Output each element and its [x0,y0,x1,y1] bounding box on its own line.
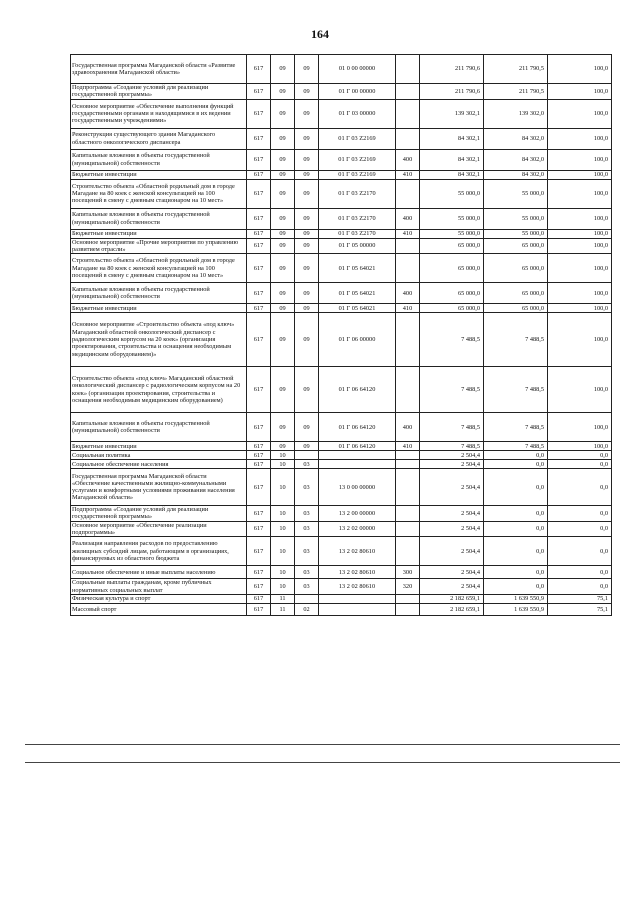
cell-planned-amount: 2 504,4 [420,469,484,506]
cell-target-code: 01 Г 00 00000 [319,84,396,100]
cell-section-code: 10 [271,460,295,469]
cell-expense-type: 410 [396,304,420,313]
cell-actual-amount: 0,0 [484,566,548,579]
cell-planned-amount: 55 000,0 [420,229,484,238]
cell-name: Бюджетные инвестиции [71,442,247,451]
cell-planned-amount: 211 790,6 [420,55,484,84]
cell-subsection-code: 02 [295,603,319,615]
cell-section-code: 09 [271,313,295,367]
table-row [71,254,612,283]
table-row [71,84,612,100]
cell-planned-amount: 55 000,0 [420,179,484,208]
cell-ministry-code: 617 [247,229,271,238]
cell-percent: 100,0 [548,128,612,149]
table-row [71,367,612,413]
cell-actual-amount: 84 302,0 [484,128,548,149]
table-row [71,304,612,313]
cell-target-code: 01 Г 03 Z2169 [319,170,396,179]
cell-name: Бюджетные инвестиции [71,229,247,238]
cell-name: Основное мероприятие «Прочие мероприятия по управлению развитием отрасли» [71,238,247,254]
cell-expense-type: 410 [396,170,420,179]
cell-expense-type [396,99,420,128]
table-row [71,238,612,254]
table-row [71,566,612,579]
cell-subsection-code: 09 [295,208,319,229]
cell-ministry-code: 617 [247,99,271,128]
cell-actual-amount: 0,0 [484,506,548,522]
cell-name: Строительство объекта «под ключ» Магаданский областной онкологический диспансер с радиологическим корпусом на 20 коек» (организация проектирования, строительства и оснащения необходимым медицинским оборудованием) [71,367,247,413]
cell-ministry-code: 617 [247,521,271,537]
cell-actual-amount: 211 790,5 [484,84,548,100]
cell-name: Основное мероприятие «Обеспечение выполнения функций государственными органами и находящимися в их ведении государственными учреждениями» [71,99,247,128]
cell-subsection-code: 09 [295,304,319,313]
cell-ministry-code: 617 [247,537,271,566]
cell-expense-type [396,469,420,506]
cell-section-code: 09 [271,149,295,170]
cell-percent: 100,0 [548,84,612,100]
cell-section-code: 11 [271,594,295,603]
cell-subsection-code: 03 [295,566,319,579]
table-row [71,506,612,522]
cell-name: Основное мероприятие «Обеспечение реализации подпрограммы» [71,521,247,537]
cell-target-code: 01 Г 03 Z2169 [319,149,396,170]
cell-percent: 75,1 [548,594,612,603]
cell-subsection-code: 03 [295,521,319,537]
cell-percent: 100,0 [548,149,612,170]
cell-percent: 100,0 [548,179,612,208]
cell-name: Социальное обеспечение и иные выплаты населению [71,566,247,579]
cell-section-code: 09 [271,283,295,304]
cell-actual-amount: 0,0 [484,451,548,460]
cell-name: Строительство объекта «Областной родильный дом в городе Магадане на 80 коек с женской консультацией на 100 посещений в смену с дневным стационаром на 10 мест» [71,179,247,208]
cell-expense-type: 410 [396,229,420,238]
cell-expense-type [396,313,420,367]
cell-name: Социальные выплаты гражданам, кроме публичных нормативных социальных выплат [71,579,247,595]
cell-name: Физическая культура и спорт [71,594,247,603]
cell-percent: 100,0 [548,304,612,313]
cell-name: Капитальные вложения в объекты государственной (муниципальной) собственности [71,413,247,442]
cell-actual-amount: 84 302,0 [484,149,548,170]
cell-percent: 100,0 [548,55,612,84]
cell-name: Государственная программа Магаданской области «Обеспечение качественными жилищно-коммунальными услугами и комфортными условиями проживания населения Магаданской области» [71,469,247,506]
cell-ministry-code: 617 [247,451,271,460]
cell-percent: 100,0 [548,238,612,254]
cell-subsection-code: 09 [295,238,319,254]
cell-ministry-code: 617 [247,283,271,304]
cell-target-code: 01 Г 06 00000 [319,313,396,367]
cell-ministry-code: 617 [247,304,271,313]
cell-actual-amount: 1 639 550,9 [484,594,548,603]
cell-planned-amount: 84 302,1 [420,170,484,179]
cell-subsection-code: 09 [295,149,319,170]
cell-section-code: 09 [271,367,295,413]
cell-ministry-code: 617 [247,208,271,229]
cell-section-code: 09 [271,208,295,229]
table-row [71,594,612,603]
table-row [71,128,612,149]
cell-ministry-code: 617 [247,579,271,595]
cell-subsection-code: 09 [295,99,319,128]
cell-target-code [319,603,396,615]
cell-actual-amount: 55 000,0 [484,229,548,238]
cell-planned-amount: 211 790,6 [420,84,484,100]
table-row [71,208,612,229]
cell-ministry-code: 617 [247,84,271,100]
cell-target-code: 13 2 02 80610 [319,579,396,595]
cell-subsection-code: 09 [295,170,319,179]
cell-target-code: 13 0 00 00000 [319,469,396,506]
cell-section-code: 09 [271,413,295,442]
cell-subsection-code: 09 [295,367,319,413]
cell-percent: 100,0 [548,413,612,442]
cell-target-code: 13 2 00 00000 [319,506,396,522]
cell-subsection-code: 09 [295,55,319,84]
table-row [71,149,612,170]
cell-actual-amount: 55 000,0 [484,208,548,229]
cell-ministry-code: 617 [247,149,271,170]
cell-percent: 0,0 [548,579,612,595]
cell-section-code: 09 [271,238,295,254]
cell-expense-type [396,84,420,100]
table-row [71,99,612,128]
cell-subsection-code: 03 [295,537,319,566]
cell-actual-amount: 0,0 [484,460,548,469]
cell-expense-type [396,254,420,283]
cell-target-code: 01 Г 03 Z2169 [319,128,396,149]
cell-actual-amount: 0,0 [484,469,548,506]
cell-planned-amount: 7 488,5 [420,413,484,442]
horizontal-rule-upper [25,744,620,745]
cell-actual-amount: 65 000,0 [484,304,548,313]
cell-planned-amount: 2 504,4 [420,537,484,566]
cell-actual-amount: 84 302,0 [484,170,548,179]
cell-actual-amount: 65 000,0 [484,238,548,254]
cell-name: Капитальные вложения в объекты государственной (муниципальной) собственности [71,208,247,229]
cell-name: Реконструкция существующего здания Магаданского областного онкологического диспансера [71,128,247,149]
cell-percent: 100,0 [548,170,612,179]
cell-target-code: 01 Г 03 Z2170 [319,208,396,229]
cell-target-code: 13 2 02 80610 [319,537,396,566]
table-row [71,313,612,367]
cell-ministry-code: 617 [247,413,271,442]
table-row [71,179,612,208]
cell-planned-amount: 65 000,0 [420,304,484,313]
cell-subsection-code: 09 [295,84,319,100]
cell-section-code: 09 [271,179,295,208]
cell-planned-amount: 2 504,4 [420,506,484,522]
budget-table-body [71,55,612,616]
cell-actual-amount: 65 000,0 [484,283,548,304]
cell-target-code: 01 Г 03 00000 [319,99,396,128]
cell-expense-type: 320 [396,579,420,595]
cell-subsection-code: 03 [295,579,319,595]
cell-actual-amount: 139 302,0 [484,99,548,128]
cell-target-code: 13 2 02 80610 [319,566,396,579]
cell-section-code: 09 [271,170,295,179]
cell-expense-type [396,128,420,149]
cell-percent: 100,0 [548,442,612,451]
cell-percent: 100,0 [548,254,612,283]
cell-expense-type: 400 [396,413,420,442]
cell-subsection-code: 03 [295,469,319,506]
cell-target-code: 01 Г 05 64021 [319,254,396,283]
cell-subsection-code: 03 [295,460,319,469]
cell-target-code: 01 Г 06 64120 [319,413,396,442]
cell-planned-amount: 55 000,0 [420,208,484,229]
cell-expense-type: 410 [396,442,420,451]
cell-percent: 0,0 [548,566,612,579]
cell-name: Социальное обеспечение населения [71,460,247,469]
cell-planned-amount: 7 488,5 [420,367,484,413]
cell-ministry-code: 617 [247,367,271,413]
cell-expense-type [396,451,420,460]
cell-expense-type [396,179,420,208]
cell-name: Подпрограмма «Создание условий для реализации государственной программы» [71,506,247,522]
cell-expense-type: 400 [396,149,420,170]
cell-target-code: 13 2 02 00000 [319,521,396,537]
cell-section-code: 10 [271,521,295,537]
table-row [71,603,612,615]
cell-ministry-code: 617 [247,442,271,451]
cell-subsection-code: 09 [295,413,319,442]
cell-target-code: 01 Г 06 64120 [319,367,396,413]
cell-section-code: 09 [271,128,295,149]
cell-percent: 0,0 [548,537,612,566]
table-row [71,460,612,469]
cell-expense-type: 300 [396,566,420,579]
cell-section-code: 09 [271,304,295,313]
cell-section-code: 09 [271,229,295,238]
table-row [71,442,612,451]
cell-actual-amount: 7 488,5 [484,313,548,367]
table-row [71,579,612,595]
cell-percent: 0,0 [548,469,612,506]
table-row [71,229,612,238]
cell-name: Бюджетные инвестиции [71,304,247,313]
cell-ministry-code: 617 [247,128,271,149]
cell-percent: 75,1 [548,603,612,615]
cell-expense-type [396,460,420,469]
table-row [71,55,612,84]
cell-subsection-code: 09 [295,179,319,208]
cell-target-code [319,451,396,460]
cell-planned-amount: 65 000,0 [420,254,484,283]
cell-target-code: 01 Г 05 64021 [319,283,396,304]
cell-name: Строительство объекта «Областной родильный дом в городе Магадане на 80 коек с женской консультацией на 100 посещений в смену с дневным стационаром на 10 мест» [71,254,247,283]
cell-percent: 0,0 [548,506,612,522]
cell-planned-amount: 84 302,1 [420,149,484,170]
horizontal-rule-lower [25,762,620,763]
cell-planned-amount: 84 302,1 [420,128,484,149]
cell-subsection-code: 09 [295,283,319,304]
budget-table [70,54,612,616]
cell-planned-amount: 2 504,4 [420,521,484,537]
cell-ministry-code: 617 [247,238,271,254]
cell-expense-type [396,537,420,566]
cell-target-code: 01 Г 06 64120 [319,442,396,451]
cell-section-code: 09 [271,442,295,451]
cell-actual-amount: 65 000,0 [484,254,548,283]
cell-percent: 100,0 [548,313,612,367]
cell-percent: 100,0 [548,229,612,238]
cell-section-code: 10 [271,566,295,579]
cell-section-code: 10 [271,451,295,460]
cell-actual-amount: 7 488,5 [484,413,548,442]
cell-ministry-code: 617 [247,313,271,367]
cell-planned-amount: 65 000,0 [420,238,484,254]
cell-ministry-code: 617 [247,506,271,522]
cell-subsection-code: 09 [295,313,319,367]
cell-ministry-code: 617 [247,460,271,469]
table-row [71,170,612,179]
cell-subsection-code [295,594,319,603]
cell-expense-type: 400 [396,283,420,304]
cell-target-code: 01 Г 03 Z2170 [319,179,396,208]
page-number: 164 [311,27,329,41]
cell-name: Капитальные вложения в объекты государственной (муниципальной) собственности [71,149,247,170]
cell-expense-type [396,238,420,254]
cell-ministry-code: 617 [247,603,271,615]
cell-expense-type [396,594,420,603]
cell-planned-amount: 7 488,5 [420,313,484,367]
cell-ministry-code: 617 [247,594,271,603]
cell-actual-amount: 0,0 [484,521,548,537]
cell-expense-type [396,521,420,537]
cell-ministry-code: 617 [247,55,271,84]
cell-section-code: 09 [271,84,295,100]
table-row [71,283,612,304]
cell-name: Бюджетные инвестиции [71,170,247,179]
table-row [71,451,612,460]
cell-percent: 100,0 [548,99,612,128]
cell-planned-amount: 2 504,4 [420,451,484,460]
cell-planned-amount: 2 504,4 [420,566,484,579]
table-row [71,537,612,566]
cell-ministry-code: 617 [247,254,271,283]
cell-actual-amount: 211 790,5 [484,55,548,84]
cell-section-code: 10 [271,506,295,522]
cell-actual-amount: 7 488,5 [484,442,548,451]
cell-expense-type [396,506,420,522]
cell-name: Государственная программа Магаданской области «Развитие здравоохранения Магаданской области» [71,55,247,84]
cell-section-code: 10 [271,469,295,506]
cell-actual-amount: 1 639 550,9 [484,603,548,615]
cell-percent: 100,0 [548,208,612,229]
cell-target-code: 01 0 00 00000 [319,55,396,84]
cell-target-code [319,460,396,469]
cell-planned-amount: 7 488,5 [420,442,484,451]
cell-section-code: 09 [271,254,295,283]
cell-name: Основное мероприятие «Строительство объекта «под ключ» Магаданский областной онкологический диспансер с радиологическим корпусом на 20 коек» (организация проектирования, строительства и оснащения необходимым медицинским оборудованием)» [71,313,247,367]
cell-section-code: 11 [271,603,295,615]
cell-name: Подпрограмма «Создание условий для реализации государственной программы» [71,84,247,100]
cell-percent: 100,0 [548,367,612,413]
cell-section-code: 10 [271,537,295,566]
cell-section-code: 10 [271,579,295,595]
cell-subsection-code [295,451,319,460]
cell-section-code: 09 [271,55,295,84]
cell-target-code [319,594,396,603]
cell-name: Социальная политика [71,451,247,460]
cell-actual-amount: 55 000,0 [484,179,548,208]
cell-planned-amount: 2 504,4 [420,460,484,469]
cell-section-code: 09 [271,99,295,128]
cell-expense-type [396,603,420,615]
cell-expense-type: 400 [396,208,420,229]
cell-name: Массовый спорт [71,603,247,615]
cell-name: Капитальные вложения в объекты государственной (муниципальной) собственности [71,283,247,304]
cell-target-code: 01 Г 05 00000 [319,238,396,254]
cell-subsection-code: 09 [295,128,319,149]
cell-planned-amount: 2 182 659,1 [420,603,484,615]
cell-planned-amount: 139 302,1 [420,99,484,128]
cell-ministry-code: 617 [247,179,271,208]
cell-planned-amount: 65 000,0 [420,283,484,304]
cell-planned-amount: 2 504,4 [420,579,484,595]
cell-ministry-code: 617 [247,170,271,179]
table-row [71,521,612,537]
cell-actual-amount: 0,0 [484,537,548,566]
cell-subsection-code: 09 [295,254,319,283]
cell-percent: 0,0 [548,521,612,537]
cell-percent: 100,0 [548,283,612,304]
cell-expense-type [396,55,420,84]
cell-actual-amount: 0,0 [484,579,548,595]
cell-target-code: 01 Г 05 64021 [319,304,396,313]
cell-percent: 0,0 [548,460,612,469]
cell-target-code: 01 Г 03 Z2170 [319,229,396,238]
cell-subsection-code: 03 [295,506,319,522]
table-row [71,469,612,506]
cell-percent: 0,0 [548,451,612,460]
table-row [71,413,612,442]
cell-ministry-code: 617 [247,566,271,579]
cell-name: Реализация направления расходов по предоставлению жилищных субсидий лицам, работающим в организациях, финансируемых из областного бюджета [71,537,247,566]
cell-subsection-code: 09 [295,442,319,451]
cell-planned-amount: 2 182 659,1 [420,594,484,603]
cell-actual-amount: 7 488,5 [484,367,548,413]
cell-subsection-code: 09 [295,229,319,238]
cell-ministry-code: 617 [247,469,271,506]
cell-expense-type [396,367,420,413]
